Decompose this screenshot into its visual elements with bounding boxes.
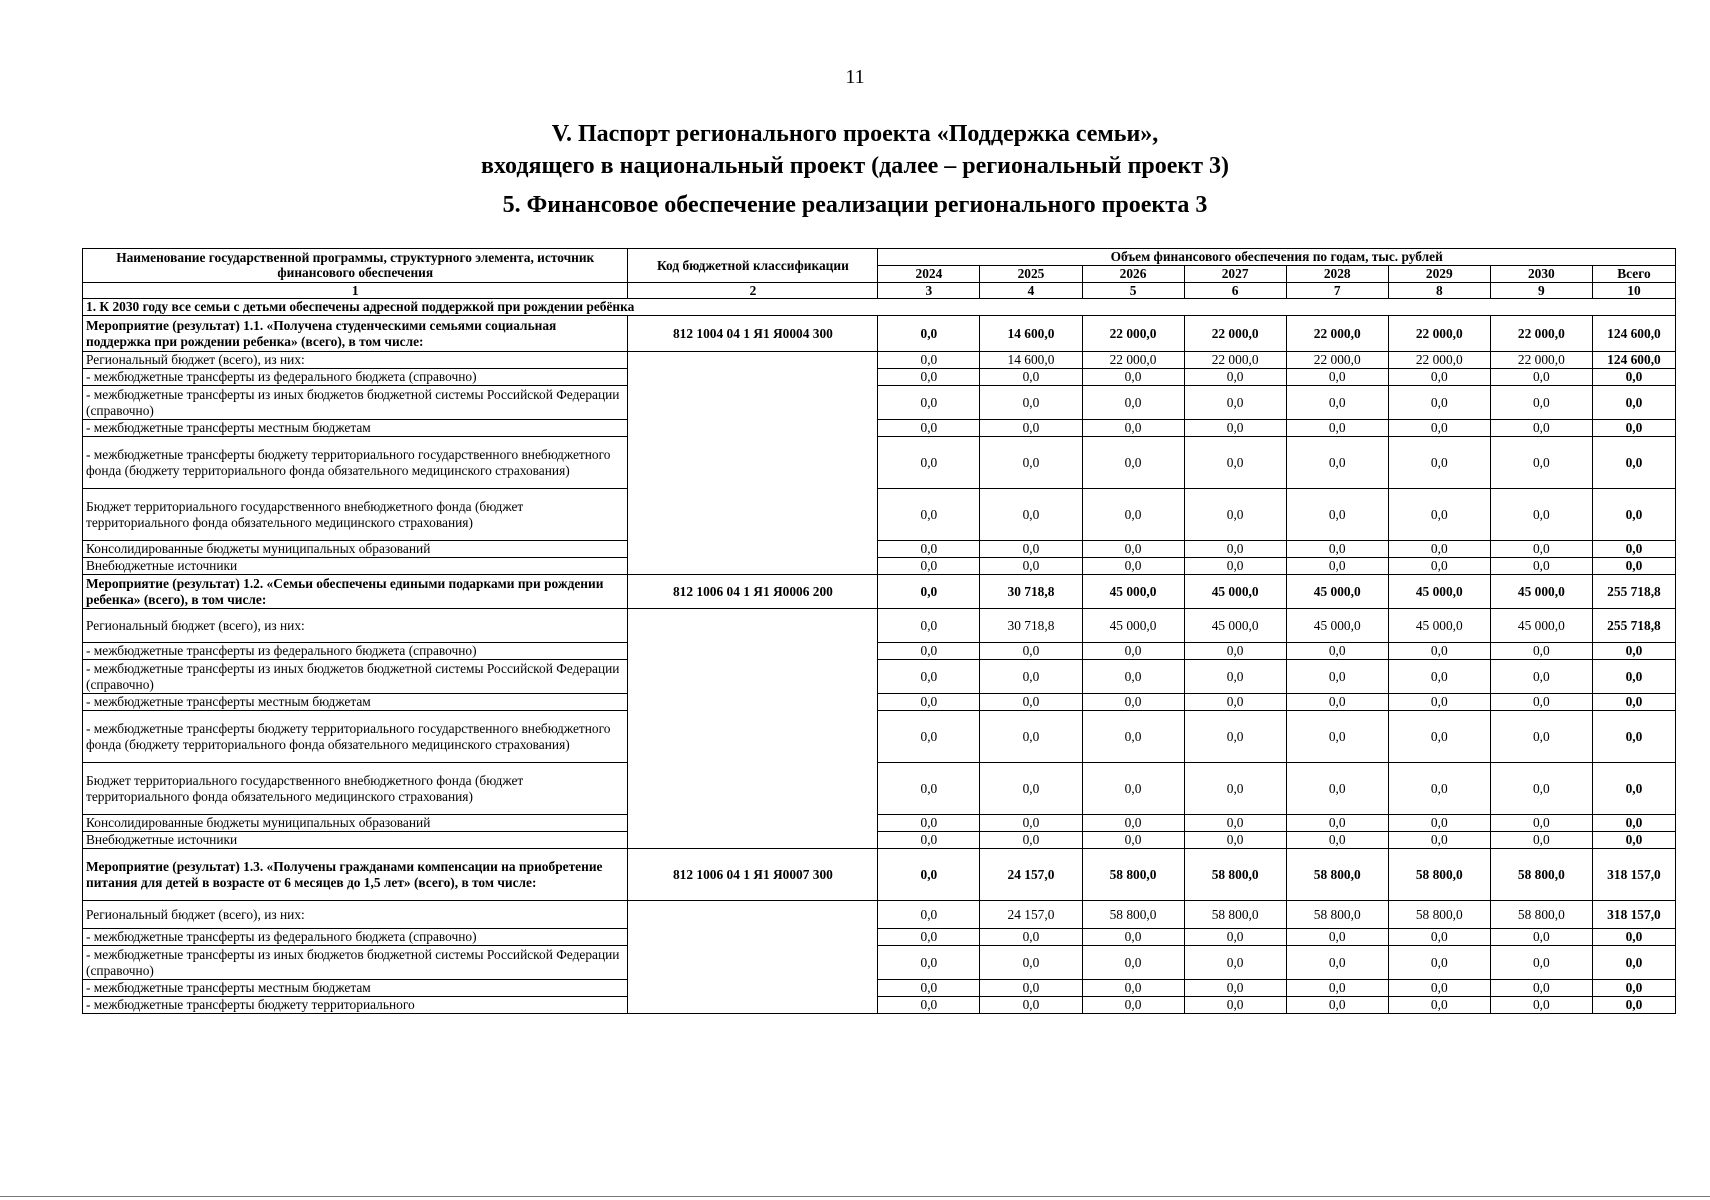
value-cell: 0,0 [1592,489,1675,541]
empty-code-cell [628,352,878,575]
value-cell: 0,0 [1082,420,1184,437]
funding-source-row [83,420,1676,437]
value-cell: 0,0 [1286,815,1388,832]
funding-source-row [83,946,1676,980]
section-title: 1. К 2030 году все семьи с детьми обеспечены адресной поддержкой при рождении ребёнка [83,299,1676,316]
value-cell: 0,0 [1184,437,1286,489]
header-column-number: 5 [1082,282,1184,299]
value-cell: 0,0 [878,997,980,1014]
value-cell: 0,0 [1286,980,1388,997]
header-column-number: 4 [980,282,1082,299]
value-cell: 45 000,0 [1490,609,1592,643]
value-cell: 0,0 [878,575,980,609]
funding-source-name: Региональный бюджет (всего), из них: [83,901,628,929]
value-cell: 0,0 [1082,832,1184,849]
value-cell: 0,0 [980,997,1082,1014]
header-year: Всего [1592,266,1675,283]
header-year: 2027 [1184,266,1286,283]
value-cell: 0,0 [1082,386,1184,420]
value-cell: 14 600,0 [980,352,1082,369]
value-cell: 0,0 [1286,643,1388,660]
value-cell: 24 157,0 [980,849,1082,901]
value-cell: 0,0 [1184,832,1286,849]
value-cell: 58 800,0 [1082,849,1184,901]
value-cell: 0,0 [878,946,980,980]
funding-source-row [83,660,1676,694]
value-cell: 0,0 [878,437,980,489]
value-cell: 0,0 [1388,694,1490,711]
value-cell: 0,0 [1082,929,1184,946]
value-cell: 0,0 [1184,541,1286,558]
activity-row [83,316,1676,352]
value-cell: 22 000,0 [1184,352,1286,369]
value-cell: 0,0 [980,694,1082,711]
value-cell: 0,0 [1082,489,1184,541]
header-volume: Объем финансового обеспечения по годам, тыс. рублей [878,249,1676,266]
value-cell: 0,0 [980,660,1082,694]
value-cell: 0,0 [1388,558,1490,575]
funding-source-name: Бюджет территориального государственного внебюджетного фонда (бюджет территориального фонда обязательного медицинского страхования) [83,763,628,815]
value-cell: 0,0 [878,609,980,643]
value-cell: 0,0 [1286,489,1388,541]
value-cell: 0,0 [980,980,1082,997]
value-cell: 0,0 [1286,420,1388,437]
value-cell: 22 000,0 [1490,316,1592,352]
value-cell: 0,0 [1490,997,1592,1014]
header-year: 2024 [878,266,980,283]
value-cell: 0,0 [1082,694,1184,711]
value-cell: 0,0 [878,386,980,420]
title-line-1: V. Паспорт регионального проекта «Поддержка семьи», [551,121,1159,147]
value-cell: 0,0 [1388,763,1490,815]
value-cell: 0,0 [878,832,980,849]
funding-source-row [83,694,1676,711]
activity-row [83,575,1676,609]
value-cell: 0,0 [1184,929,1286,946]
value-cell: 0,0 [878,316,980,352]
funding-source-name: Консолидированные бюджеты муниципальных образований [83,541,628,558]
value-cell: 45 000,0 [1184,575,1286,609]
value-cell: 0,0 [1490,929,1592,946]
value-cell: 0,0 [1082,660,1184,694]
value-cell: 255 718,8 [1592,575,1675,609]
header-column-number: 10 [1592,282,1675,299]
funding-source-row [83,901,1676,929]
funding-source-name: - межбюджетные трансферты местным бюджетам [83,980,628,997]
value-cell: 0,0 [1388,660,1490,694]
value-cell: 0,0 [1286,832,1388,849]
value-cell: 0,0 [1082,437,1184,489]
value-cell: 0,0 [980,946,1082,980]
value-cell: 255 718,8 [1592,609,1675,643]
value-cell: 58 800,0 [1388,849,1490,901]
value-cell: 0,0 [1490,763,1592,815]
value-cell: 0,0 [1490,815,1592,832]
funding-source-name: Бюджет территориального государственного внебюджетного фонда (бюджет территориального фонда обязательного медицинского страхования) [83,489,628,541]
value-cell: 0,0 [1388,815,1490,832]
value-cell: 0,0 [1184,558,1286,575]
table-body [83,299,1676,1014]
value-cell: 14 600,0 [980,316,1082,352]
activity-row [83,849,1676,901]
value-cell: 0,0 [1286,437,1388,489]
value-cell: 0,0 [1490,489,1592,541]
activity-name: Мероприятие (результат) 1.3. «Получены гражданами компенсации на приобретение питания для детей в возрасте от 6 месяцев до 1,5 лет» (всего), в том числе: [83,849,628,901]
value-cell: 0,0 [878,849,980,901]
value-cell: 58 800,0 [1184,901,1286,929]
value-cell: 0,0 [1592,643,1675,660]
funding-source-row [83,489,1676,541]
header-year: 2028 [1286,266,1388,283]
value-cell: 0,0 [878,901,980,929]
value-cell: 0,0 [1592,832,1675,849]
value-cell: 0,0 [1388,420,1490,437]
funding-source-row [83,386,1676,420]
value-cell: 0,0 [878,929,980,946]
value-cell: 0,0 [1388,711,1490,763]
value-cell: 318 157,0 [1592,849,1675,901]
value-cell: 22 000,0 [1082,352,1184,369]
value-cell: 0,0 [1184,694,1286,711]
value-cell: 0,0 [1082,997,1184,1014]
value-cell: 22 000,0 [1184,316,1286,352]
value-cell: 0,0 [1082,711,1184,763]
value-cell: 0,0 [1286,558,1388,575]
header-column-number: 2 [628,282,878,299]
value-cell: 0,0 [1592,694,1675,711]
value-cell: 0,0 [980,815,1082,832]
value-cell: 0,0 [1184,660,1286,694]
value-cell: 0,0 [980,711,1082,763]
value-cell: 58 800,0 [1286,901,1388,929]
value-cell: 0,0 [878,541,980,558]
value-cell: 0,0 [878,980,980,997]
value-cell: 58 800,0 [1490,849,1592,901]
funding-source-name: Внебюджетные источники [83,558,628,575]
header-year: 2030 [1490,266,1592,283]
value-cell: 0,0 [1592,386,1675,420]
value-cell: 58 800,0 [1490,901,1592,929]
activity-name: Мероприятие (результат) 1.2. «Семьи обеспечены едиными подарками при рождении ребенка» (всего), в том числе: [83,575,628,609]
funding-source-row [83,711,1676,763]
funding-source-row [83,763,1676,815]
value-cell: 0,0 [1490,643,1592,660]
page-edge-line [0,1196,1710,1197]
value-cell: 0,0 [878,815,980,832]
header-year: 2026 [1082,266,1184,283]
funding-source-name: - межбюджетные трансферты из иных бюджетов бюджетной системы Российской Федерации (справочно) [83,386,628,420]
funding-source-row [83,980,1676,997]
value-cell: 0,0 [1184,386,1286,420]
value-cell: 0,0 [1490,386,1592,420]
value-cell: 0,0 [1592,946,1675,980]
funding-source-row [83,929,1676,946]
funding-source-name: - межбюджетные трансферты из иных бюджетов бюджетной системы Российской Федерации (справочно) [83,946,628,980]
value-cell: 45 000,0 [1388,575,1490,609]
budget-code: 812 1006 04 1 Я1 Я0006 200 [628,575,878,609]
value-cell: 0,0 [1082,946,1184,980]
page-number: 11 [845,66,865,88]
funding-source-row [83,643,1676,660]
value-cell: 0,0 [1388,997,1490,1014]
activity-name: Мероприятие (результат) 1.1. «Получена студенческими семьями социальная поддержка при рождении ребенка» (всего), в том числе: [83,316,628,352]
value-cell: 0,0 [1082,980,1184,997]
value-cell: 124 600,0 [1592,316,1675,352]
value-cell: 0,0 [1490,558,1592,575]
funding-source-name: - межбюджетные трансферты из иных бюджетов бюджетной системы Российской Федерации (справочно) [83,660,628,694]
value-cell: 0,0 [980,369,1082,386]
value-cell: 22 000,0 [1286,352,1388,369]
value-cell: 0,0 [1286,997,1388,1014]
value-cell: 0,0 [1184,946,1286,980]
value-cell: 0,0 [1592,558,1675,575]
value-cell: 0,0 [1286,929,1388,946]
value-cell: 0,0 [878,763,980,815]
funding-source-row [83,558,1676,575]
funding-source-name: - межбюджетные трансферты бюджету территориального государственного внебюджетного фонда (бюджету территориального фонда обязательного медицинского страхования) [83,437,628,489]
value-cell: 0,0 [1592,815,1675,832]
value-cell: 0,0 [878,558,980,575]
value-cell: 0,0 [980,929,1082,946]
value-cell: 0,0 [1184,489,1286,541]
value-cell: 0,0 [1082,369,1184,386]
value-cell: 124 600,0 [1592,352,1675,369]
value-cell: 45 000,0 [1184,609,1286,643]
value-cell: 0,0 [1286,694,1388,711]
funding-source-row [83,815,1676,832]
value-cell: 0,0 [1388,929,1490,946]
section-row [83,299,1676,316]
value-cell: 0,0 [1184,815,1286,832]
value-cell: 0,0 [1592,929,1675,946]
budget-code: 812 1004 04 1 Я1 Я0004 300 [628,316,878,352]
value-cell: 0,0 [1592,711,1675,763]
value-cell: 0,0 [980,489,1082,541]
value-cell: 0,0 [878,660,980,694]
value-cell: 58 800,0 [1184,849,1286,901]
header-column-number: 6 [1184,282,1286,299]
funding-source-name: Региональный бюджет (всего), из них: [83,609,628,643]
value-cell: 0,0 [878,369,980,386]
value-cell: 0,0 [980,763,1082,815]
funding-source-name: - межбюджетные трансферты местным бюджетам [83,420,628,437]
header-column-numbers-row [83,282,1676,299]
value-cell: 24 157,0 [980,901,1082,929]
value-cell: 0,0 [980,832,1082,849]
header-column-number: 1 [83,282,628,299]
value-cell: 0,0 [1082,558,1184,575]
value-cell: 0,0 [1490,660,1592,694]
value-cell: 0,0 [1184,420,1286,437]
value-cell: 0,0 [1592,660,1675,694]
value-cell: 30 718,8 [980,609,1082,643]
document-title [0,118,1710,182]
value-cell: 0,0 [1082,763,1184,815]
funding-source-name: Региональный бюджет (всего), из них: [83,352,628,369]
funding-source-name: - межбюджетные трансферты бюджету территориального государственного внебюджетного фонда (бюджету территориального фонда обязательного медицинского страхования) [83,711,628,763]
value-cell: 45 000,0 [1286,609,1388,643]
funding-source-name: - межбюджетные трансферты из федерального бюджета (справочно) [83,929,628,946]
header-column-number: 8 [1388,282,1490,299]
value-cell: 58 800,0 [1286,849,1388,901]
value-cell: 318 157,0 [1592,901,1675,929]
value-cell: 0,0 [1490,541,1592,558]
value-cell: 0,0 [1286,660,1388,694]
value-cell: 0,0 [1388,541,1490,558]
value-cell: 0,0 [1388,832,1490,849]
funding-source-row [83,997,1676,1014]
value-cell: 45 000,0 [1082,609,1184,643]
value-cell: 0,0 [1286,386,1388,420]
header-column-number: 9 [1490,282,1592,299]
value-cell: 0,0 [980,386,1082,420]
funding-source-name: Консолидированные бюджеты муниципальных образований [83,815,628,832]
value-cell: 0,0 [980,541,1082,558]
value-cell: 0,0 [1592,980,1675,997]
value-cell: 0,0 [1184,643,1286,660]
value-cell: 0,0 [878,643,980,660]
funding-source-row [83,541,1676,558]
value-cell: 0,0 [1388,980,1490,997]
value-cell: 0,0 [878,694,980,711]
value-cell: 0,0 [1490,420,1592,437]
value-cell: 45 000,0 [1286,575,1388,609]
budget-code: 812 1006 04 1 Я1 Я0007 300 [628,849,878,901]
value-cell: 0,0 [1082,643,1184,660]
funding-source-name: - межбюджетные трансферты местным бюджетам [83,694,628,711]
value-cell: 0,0 [878,489,980,541]
value-cell: 0,0 [1286,369,1388,386]
header-column-number: 3 [878,282,980,299]
value-cell: 0,0 [878,352,980,369]
empty-code-cell [628,901,878,1014]
funding-source-name: Внебюджетные источники [83,832,628,849]
funding-source-row [83,437,1676,489]
value-cell: 58 800,0 [1082,901,1184,929]
value-cell: 22 000,0 [1082,316,1184,352]
funding-source-row [83,369,1676,386]
value-cell: 0,0 [1490,437,1592,489]
value-cell: 0,0 [980,437,1082,489]
value-cell: 22 000,0 [1388,316,1490,352]
value-cell: 30 718,8 [980,575,1082,609]
value-cell: 0,0 [1592,997,1675,1014]
value-cell: 0,0 [980,420,1082,437]
value-cell: 0,0 [1388,437,1490,489]
value-cell: 58 800,0 [1388,901,1490,929]
header-column-number: 7 [1286,282,1388,299]
funding-source-name: - межбюджетные трансферты из федерального бюджета (справочно) [83,369,628,386]
header-year: 2029 [1388,266,1490,283]
value-cell: 0,0 [878,711,980,763]
value-cell: 0,0 [1286,711,1388,763]
value-cell: 0,0 [1286,541,1388,558]
value-cell: 0,0 [1490,980,1592,997]
value-cell: 0,0 [1286,946,1388,980]
value-cell: 0,0 [1592,763,1675,815]
value-cell: 0,0 [1388,946,1490,980]
value-cell: 0,0 [980,643,1082,660]
header-name: Наименование государственной программы, структурного элемента, источник финансового обеспечения [83,249,628,283]
value-cell: 0,0 [1490,832,1592,849]
value-cell: 0,0 [1082,815,1184,832]
value-cell: 22 000,0 [1388,352,1490,369]
value-cell: 0,0 [878,420,980,437]
header-year: 2025 [980,266,1082,283]
value-cell: 0,0 [1592,369,1675,386]
title-line-2: входящего в национальный проект (далее – региональный проект 3) [480,153,1230,179]
financial-table [82,248,1676,1014]
section-subtitle: 5. Финансовое обеспечение реализации регионального проекта 3 [502,192,1208,218]
value-cell: 0,0 [980,558,1082,575]
funding-source-name: - межбюджетные трансферты из федерального бюджета (справочно) [83,643,628,660]
value-cell: 0,0 [1184,763,1286,815]
funding-source-row [83,352,1676,369]
value-cell: 0,0 [1388,386,1490,420]
table-header [83,249,1676,299]
empty-code-cell [628,609,878,849]
value-cell: 0,0 [1388,369,1490,386]
header-code: Код бюджетной классификации [628,249,878,283]
value-cell: 0,0 [1490,946,1592,980]
funding-source-row [83,832,1676,849]
value-cell: 22 000,0 [1490,352,1592,369]
value-cell: 0,0 [1388,643,1490,660]
value-cell: 0,0 [1184,997,1286,1014]
funding-source-row [83,609,1676,643]
funding-source-name: - межбюджетные трансферты бюджету территориального [83,997,628,1014]
value-cell: 0,0 [1490,711,1592,763]
value-cell: 45 000,0 [1082,575,1184,609]
value-cell: 0,0 [1286,763,1388,815]
value-cell: 0,0 [1592,420,1675,437]
value-cell: 45 000,0 [1388,609,1490,643]
value-cell: 0,0 [1184,711,1286,763]
value-cell: 0,0 [1082,541,1184,558]
value-cell: 0,0 [1388,489,1490,541]
value-cell: 0,0 [1592,437,1675,489]
value-cell: 45 000,0 [1490,575,1592,609]
value-cell: 0,0 [1184,369,1286,386]
value-cell: 0,0 [1592,541,1675,558]
value-cell: 0,0 [1184,980,1286,997]
value-cell: 0,0 [1490,369,1592,386]
value-cell: 0,0 [1490,694,1592,711]
value-cell: 22 000,0 [1286,316,1388,352]
